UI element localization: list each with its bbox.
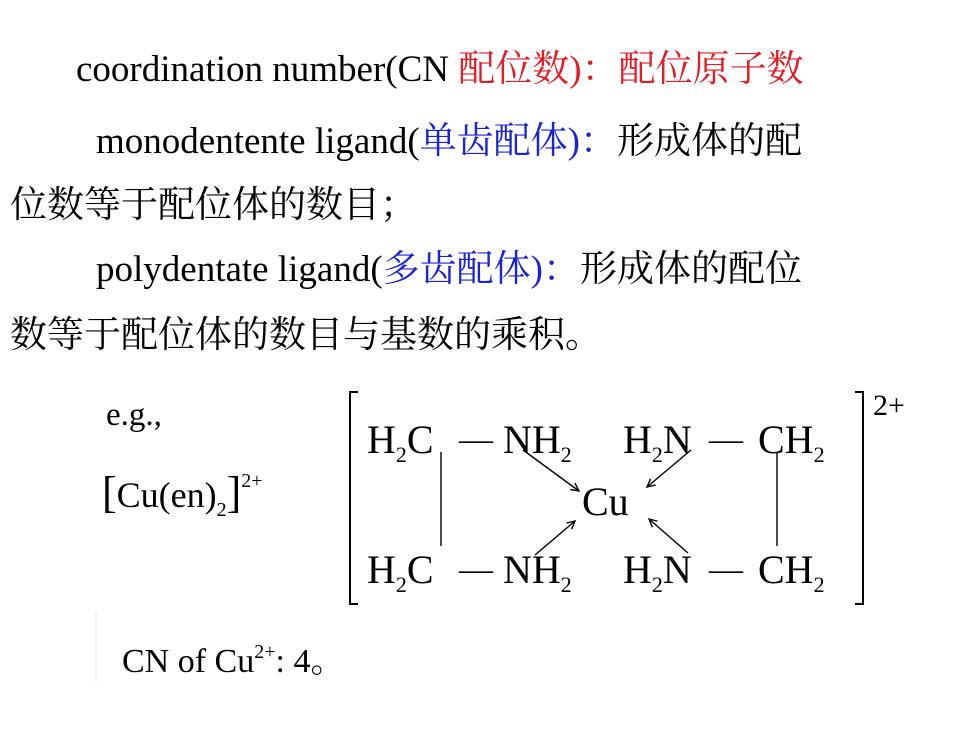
atom-h: H <box>623 547 652 592</box>
subscript-2: 2 <box>395 572 407 597</box>
top-right-dash: — <box>709 421 743 458</box>
mono-close: )： <box>567 121 617 162</box>
atom-ch: CH <box>758 417 814 462</box>
mono-prefix: monodentente ligand( <box>96 121 420 162</box>
copper-center: Cu <box>582 479 629 524</box>
bottom-left-h2c <box>367 548 434 598</box>
top-right-h2n <box>623 418 692 468</box>
bottom-right-ch2 <box>758 548 825 598</box>
result-superscript: 2+ <box>254 641 276 663</box>
subscript-2: 2 <box>651 442 663 467</box>
poly-term: 多齿配体 <box>382 249 531 290</box>
subscript-2: 2 <box>813 572 825 597</box>
left-bracket <box>350 392 358 604</box>
atom-ch: CH <box>758 547 814 592</box>
cn-prefix: coordination number(CN <box>76 49 459 90</box>
bottom-left-dash: — <box>459 551 493 588</box>
top-left-h2c <box>367 418 434 468</box>
result-prefix: CN of Cu <box>122 643 255 680</box>
bottom-right-dash: — <box>709 551 743 588</box>
definition-monodentate-cont: 位数等于配位体的数目； <box>10 185 417 226</box>
atom-h: H <box>367 547 396 592</box>
atom-n: N <box>662 417 692 462</box>
complex-body: Cu(en) <box>116 475 217 515</box>
bottom-left-nh2 <box>503 548 572 598</box>
top-right-ch2 <box>758 418 825 468</box>
subscript-2: 2 <box>560 572 572 597</box>
atom-n: N <box>662 547 692 592</box>
subscript-2: 2 <box>560 442 572 467</box>
top-left-nh2 <box>503 418 572 468</box>
poly-prefix: polydentate ligand( <box>96 249 383 290</box>
atom-nh: NH <box>503 417 561 462</box>
example-label: e.g., <box>106 397 162 433</box>
atom-c: C <box>406 547 434 592</box>
atom-c: C <box>406 417 434 462</box>
faint-mark <box>95 612 97 682</box>
atom-nh: NH <box>503 547 561 592</box>
cn-definition: 配位原子数 <box>618 49 804 90</box>
subscript-2: 2 <box>651 572 663 597</box>
coordination-number-result <box>122 642 344 686</box>
structure-charge: 2+ <box>873 389 905 422</box>
atom-h: H <box>623 417 652 462</box>
mono-term: 单齿配体 <box>419 121 568 162</box>
poly-rest: 形成体的配位 <box>580 249 802 290</box>
cn-close: )： <box>569 49 619 90</box>
definition-polydentate-cont: 数等于配位体的数目与基数的乘积。 <box>10 315 602 356</box>
complex-charge: 2+ <box>241 470 263 492</box>
result-suffix: : 4。 <box>275 643 345 680</box>
cn-term: 配位数 <box>458 49 570 90</box>
poly-close: )： <box>530 249 580 290</box>
complex-subscript: 2 <box>216 499 227 521</box>
atom-h: H <box>367 417 396 462</box>
complex-bracket-open: [ <box>102 468 117 517</box>
complex-bracket-close: ] <box>226 468 242 517</box>
right-bracket <box>855 392 863 604</box>
bottom-right-h2n <box>623 548 692 598</box>
mono-rest: 形成体的配 <box>617 121 802 162</box>
subscript-2: 2 <box>813 442 825 467</box>
subscript-2: 2 <box>395 442 407 467</box>
top-left-dash: — <box>459 421 493 458</box>
